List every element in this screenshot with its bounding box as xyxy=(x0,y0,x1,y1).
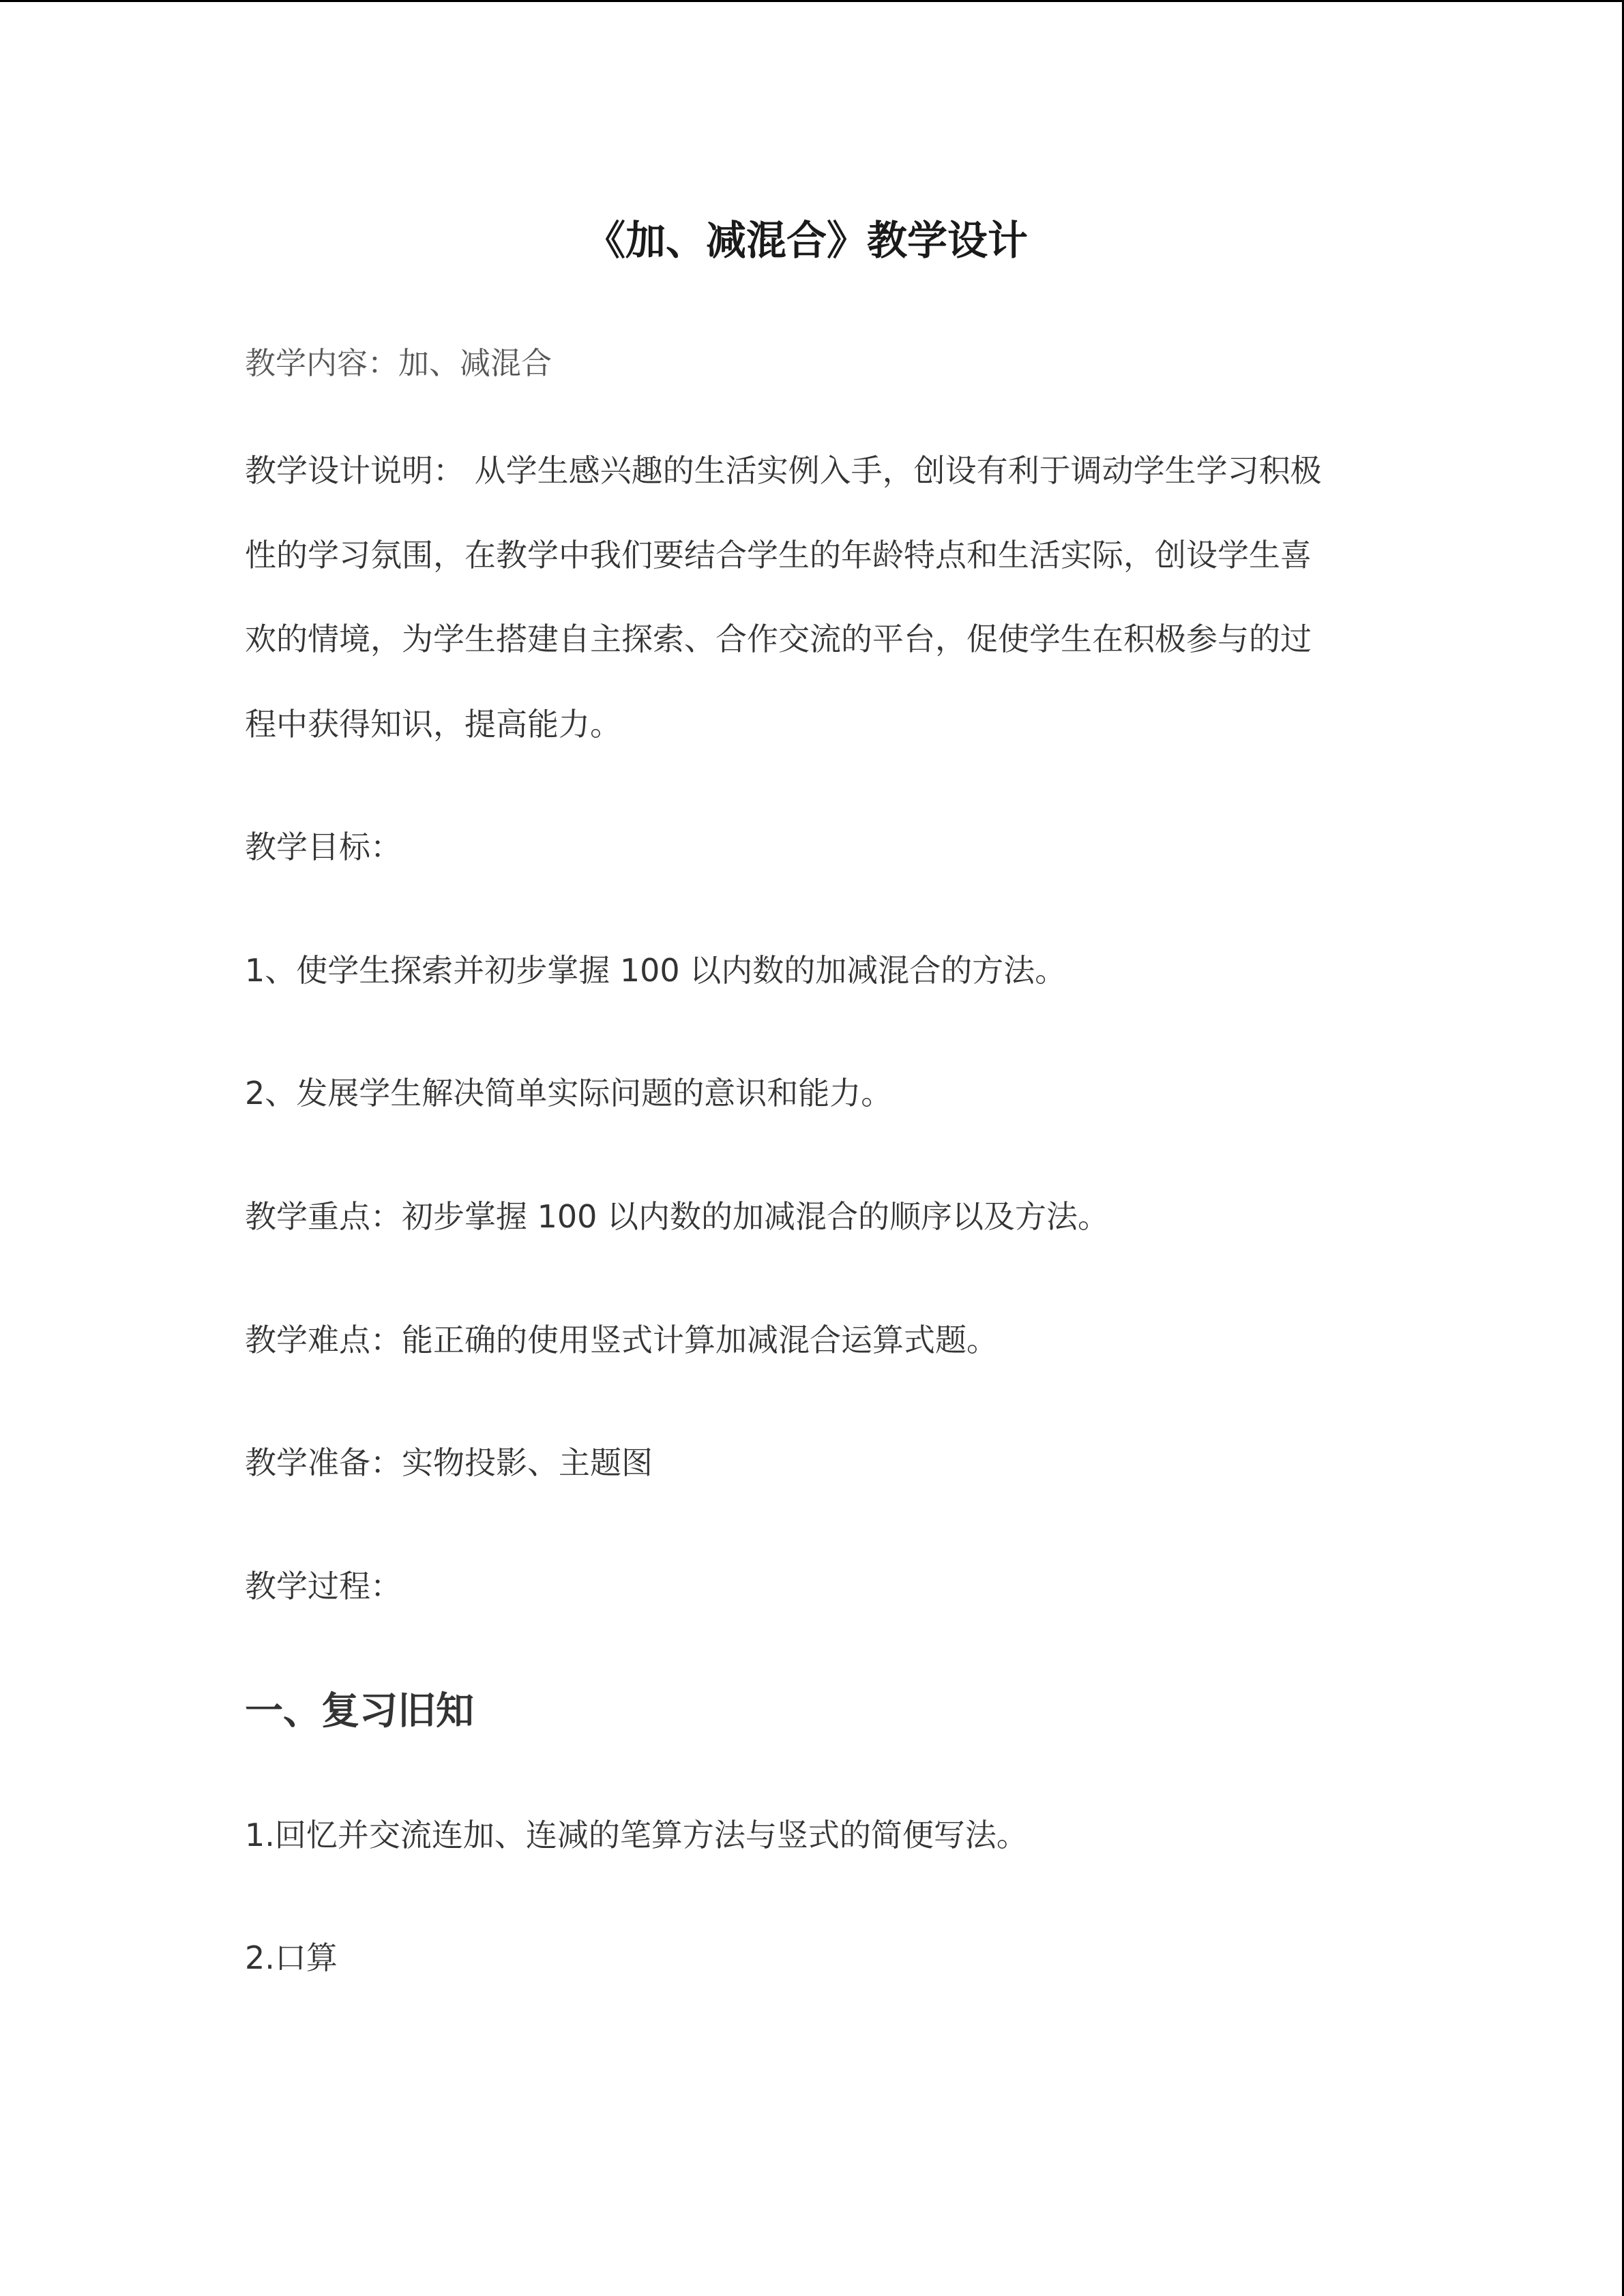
section-item-1: 1.回忆并交流连加、连减的笔算方法与竖式的简便写法。 xyxy=(245,1817,1028,1853)
goals-heading: 教学目标： xyxy=(245,829,402,865)
preparation: 教学准备：实物投影、主题图 xyxy=(245,1444,653,1481)
goal-item-2: 2、发展学生解决简单实际问题的意识和能力。 xyxy=(245,1075,893,1112)
goal-item-1: 1、使学生探索并初步掌握 100 以内数的加减混合的方法。 xyxy=(245,952,1067,989)
key-point: 教学重点：初步掌握 100 以内数的加减混合的顺序以及方法。 xyxy=(245,1198,1110,1235)
design-note-line-2: 性的学习氛围，在教学中我们要结合学生的年龄特点和生活实际，创设学生喜 xyxy=(245,537,1312,573)
section-heading-review: 一、复习旧知 xyxy=(245,1689,474,1733)
design-note-line-4: 程中获得知识，提高能力。 xyxy=(245,706,621,743)
design-note-line-1: 教学设计说明： 从学生感兴趣的生活实例入手，创设有利于调动学生学习积极 xyxy=(245,452,1322,489)
section-item-2: 2.口算 xyxy=(245,1939,338,1976)
design-note-line-3: 欢的情境，为学生搭建自主探索、合作交流的平台，促使学生在积极参与的过 xyxy=(245,621,1312,657)
difficulty: 教学难点：能正确的使用竖式计算加减混合运算式题。 xyxy=(245,1322,998,1358)
process-heading: 教学过程： xyxy=(245,1568,402,1605)
teaching-content: 教学内容：加、减混合 xyxy=(245,345,552,381)
document-title: 《加、减混合》教学设计 xyxy=(585,217,1028,264)
